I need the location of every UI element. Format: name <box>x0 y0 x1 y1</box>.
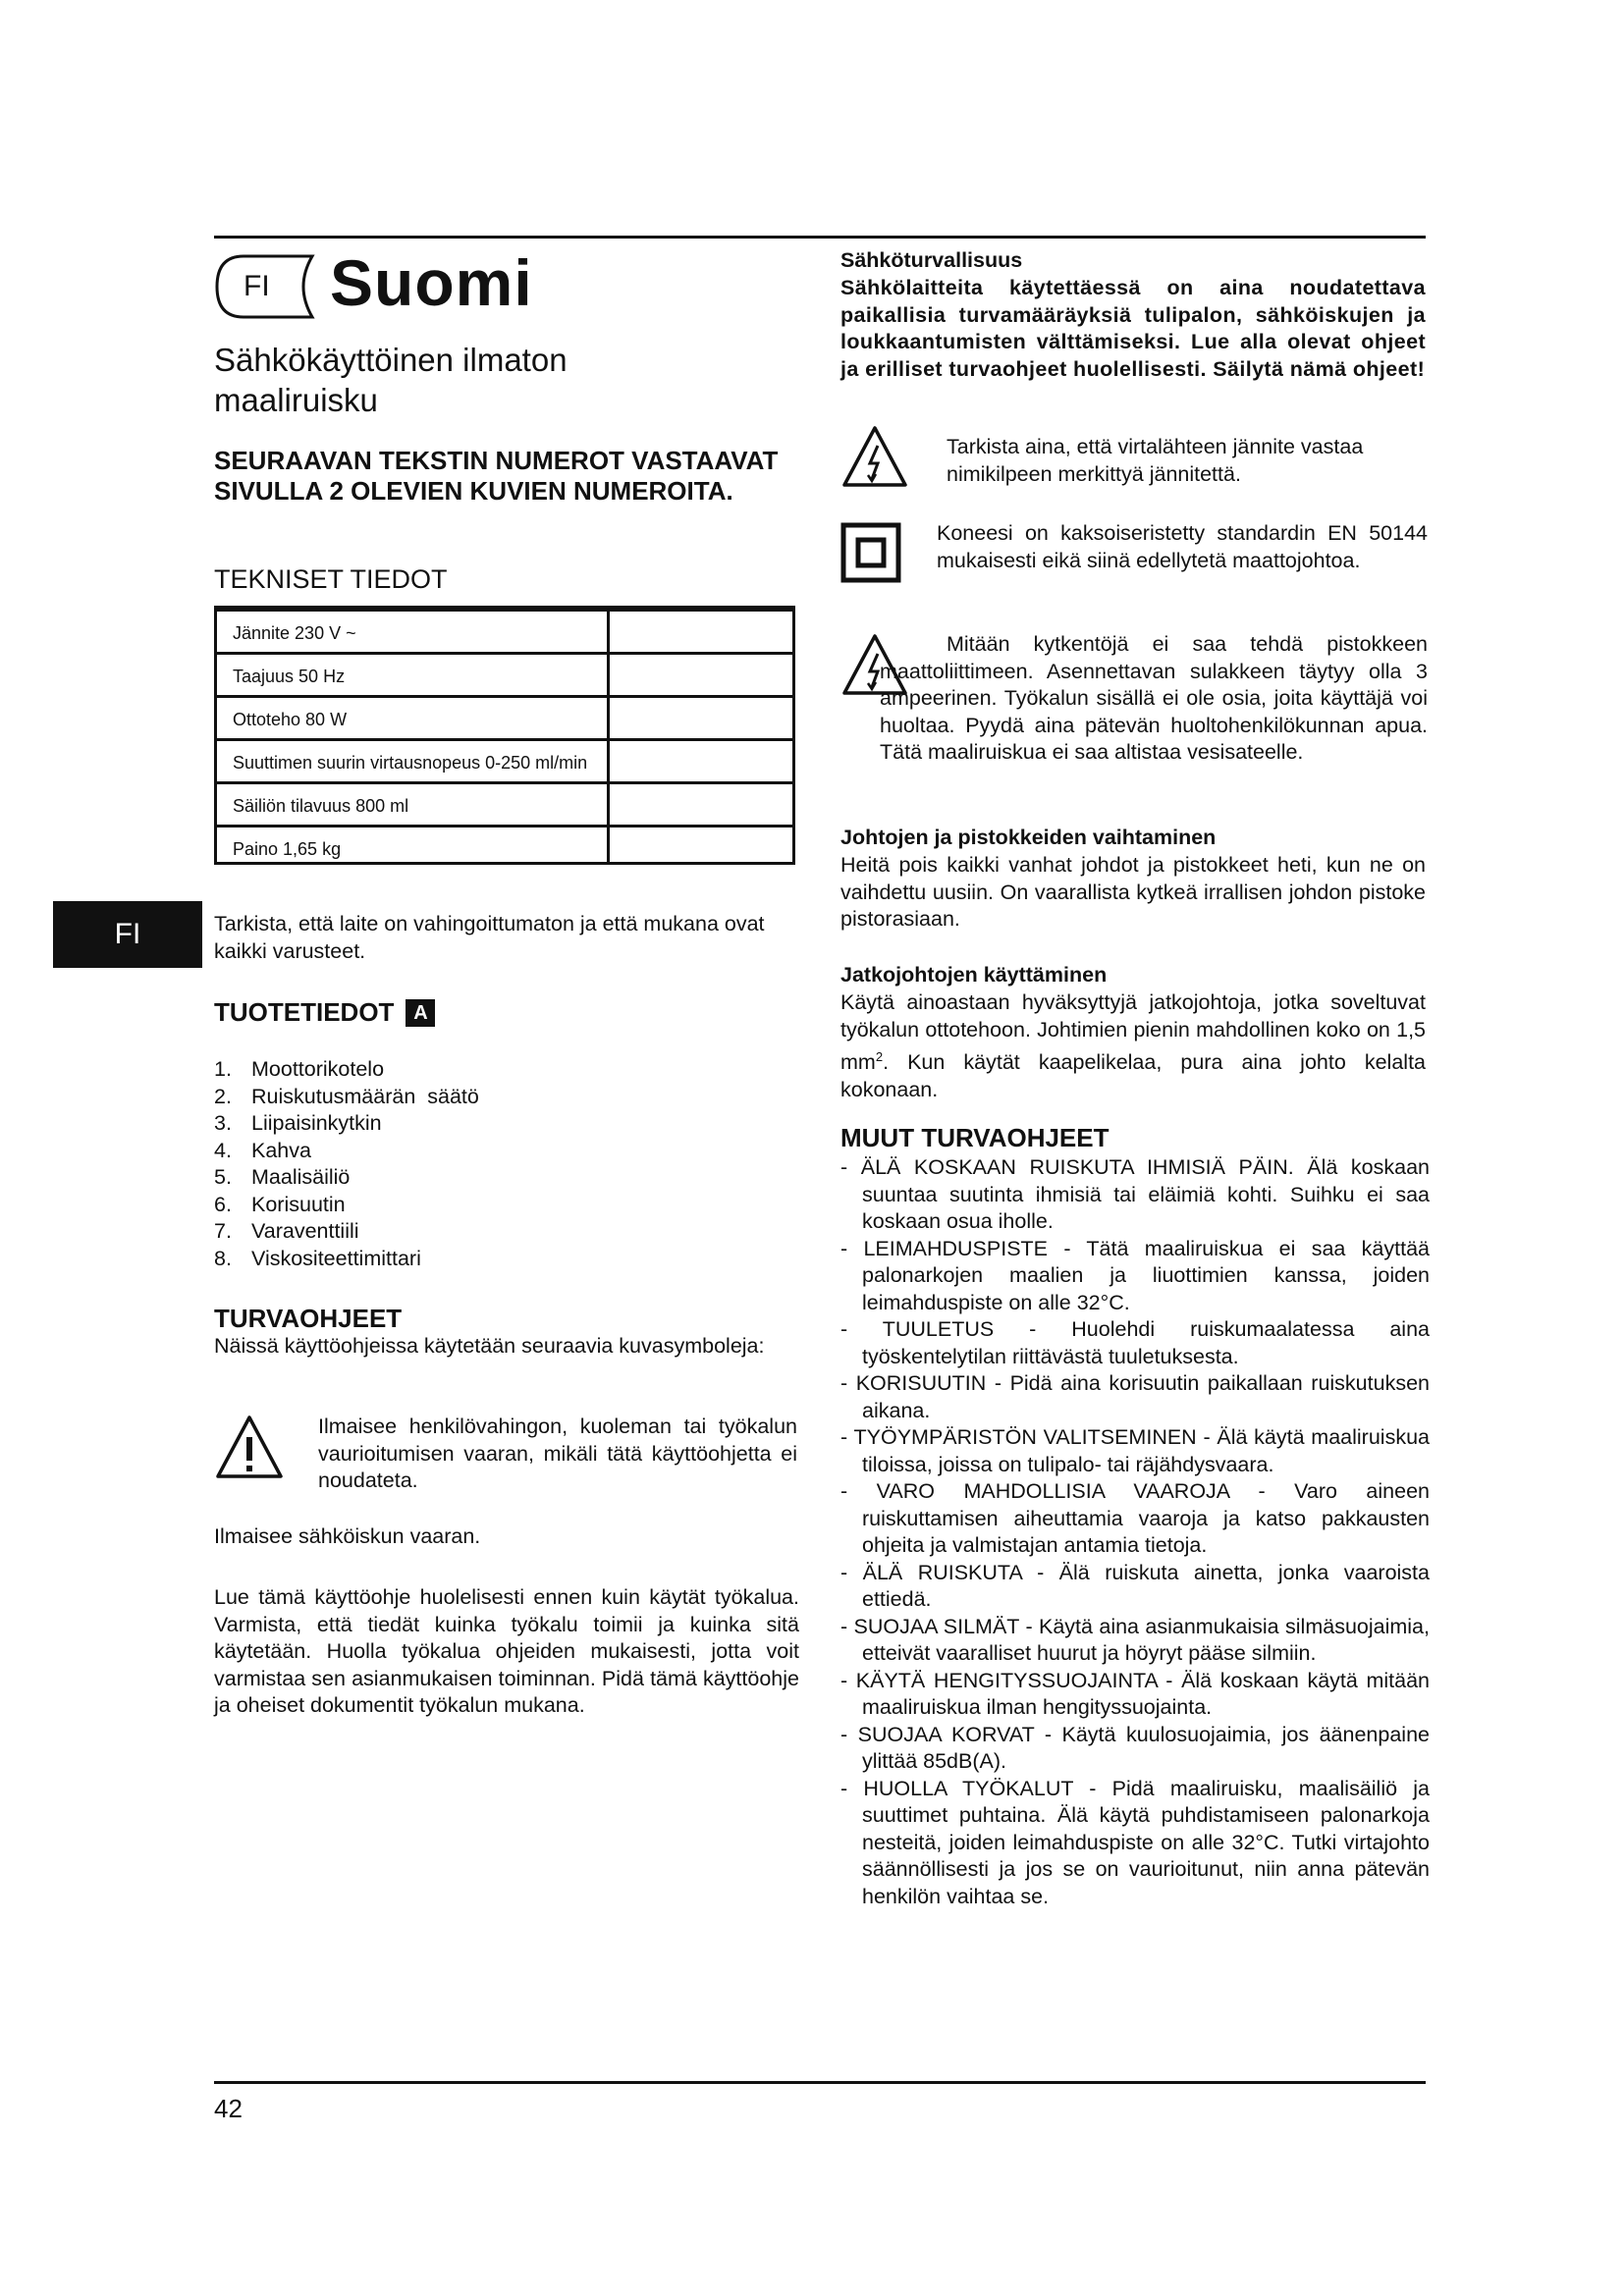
list-item: 2. Ruiskutusmäärän säätö <box>214 1084 479 1108</box>
spec-frequency: Taajuus 50 Hz <box>233 667 346 686</box>
table-row <box>217 825 792 868</box>
extension-text-end: . Kun käytät kaapelikelaa, pura aina johto kelalta kokonaan. <box>840 1050 1426 1101</box>
list-item: 3. Liipaisinkytkin <box>214 1111 382 1135</box>
safety-intro: Näissä käyttöohjeissa käytetään seuraavia kuvasymboleja: <box>214 1334 765 1358</box>
electrical-heading: Sähköturvallisuus <box>840 248 1023 272</box>
other-safety-heading: MUUT TURVAOHJEET <box>840 1123 1110 1152</box>
spec-power: Ottoteho 80 W <box>233 710 348 729</box>
safety-heading: TURVAOHJEET <box>214 1304 403 1333</box>
numbers-note: SEURAAVAN TEKSTIN NUMEROT VASTAAVAT SIVULLA 2 OLEVIEN KUVIEN NUMEROITA. <box>214 446 779 506</box>
product-parts-list <box>214 1056 479 1272</box>
page-number: 42 <box>214 2094 243 2123</box>
warning-icon <box>214 1414 285 1480</box>
extension-text <box>840 989 1426 1103</box>
list-item: - TYÖYMPÄRISTÖN VALITSEMINEN - Älä käytä maaliruiskua tiloissa, joissa on tulipalo- tai räjähdysvaara. <box>840 1425 1430 1476</box>
check-note: Tarkista, että laite on vahingoittumaton ja että mukana ovat kaikki varusteet. <box>214 912 765 963</box>
language-side-tab: FI <box>53 901 202 968</box>
list-item: 5. Maalisäiliö <box>214 1165 351 1189</box>
list-item: 1. Moottorikotelo <box>214 1057 385 1081</box>
table-row <box>217 609 792 652</box>
list-item: - SUOJAA SILMÄT - Käytä aina asianmukaisia silmäsuojaimia, etteivät vaaralliset huurut ja höyryt pääse silmiin. <box>840 1614 1430 1665</box>
list-item: - KÄYTÄ HENGITYSSUOJAINTA - Älä koskaan käytä mitään maaliruiskua ilman hengityssuojainta. <box>840 1668 1430 1719</box>
specs-table <box>214 606 795 865</box>
product-info-heading <box>214 997 435 1028</box>
spec-flow-rate: Suuttimen suurin virtausnopeus 0-250 ml/min <box>233 753 588 773</box>
spec-weight: Paino 1,65 kg <box>233 839 342 859</box>
table-row <box>217 695 792 738</box>
list-item: - TUULETUS - Huolehdi ruiskumaalatessa aina työskentelytilan riittävästä tuuletuksesta. <box>840 1317 1430 1368</box>
list-item: - HUOLLA TYÖKALUT - Pidä maaliruisku, maalisäiliö ja suuttimet puhtaina. Älä käytä puhdistamiseen palonarkoja nesteitä, joiden leimahduspiste on alle 32°C. Tutki virtajohto säännöllisesti ja jos se on vaurioitunut, niin anna pätevän henkilön vaihtaa se. <box>840 1776 1430 1908</box>
electrical-intro: Sähkölaitteita käytettäessä on aina noudatettava paikallisia turvamääräyksiä tulipalon, sähköiskujen ja loukkaantumisten välttämiseksi. Lue alla olevat ohjeet ja erilliset turvaohjeet huolellisesti. Säilytä nämä ohjeet! <box>840 276 1426 381</box>
list-item: 8. Viskositeettimittari <box>214 1246 421 1270</box>
figure-a-label: A <box>406 999 435 1027</box>
electric-shock-icon <box>840 424 909 489</box>
list-item: 7. Varaventtiili <box>214 1219 359 1243</box>
list-item: - SUOJAA KORVAT - Käytä kuulosuojaimia, jos äänenpaine ylittää 85dB(A). <box>840 1722 1430 1773</box>
list-item: - LEIMAHDUSPISTE - Tätä maaliruiskua ei saa käyttää palonarkojen maalien ja liuottimien kanssa, joiden leimahduspiste on alle 32°C. <box>840 1236 1430 1314</box>
extension-heading: Jatkojohtojen käyttäminen <box>840 963 1108 987</box>
specs-heading: TEKNISET TIEDOT <box>214 564 448 594</box>
double-insulation-icon <box>840 522 901 583</box>
cables-heading: Johtojen ja pistokkeiden vaihtaminen <box>840 826 1217 849</box>
table-row <box>217 781 792 825</box>
table-row <box>217 738 792 781</box>
extension-text-main: Käytä ainoastaan hyväksyttyjä jatkojohtoja, jotka soveltuvat työkalun ottotehoon. Johtimien pienin mahdollinen koko on 1,5 mm <box>840 990 1426 1075</box>
language-badge <box>214 253 318 320</box>
other-safety-list <box>840 1154 1430 1910</box>
list-item: - ÄLÄ RUISKUTA - Älä ruiskuta ainetta, jonka vaaroista ettiedä. <box>840 1560 1430 1611</box>
list-item: 4. Kahva <box>214 1138 311 1162</box>
product-info-title: TUOTETIEDOT <box>214 997 395 1027</box>
shock-text: Ilmaisee sähköiskun vaaran. <box>214 1524 481 1548</box>
list-item: 6. Korisuutin <box>214 1192 346 1216</box>
product-title: Sähkökäyttöinen ilmaton maaliruisku <box>214 342 568 418</box>
cables-text: Heitä pois kaikki vanhat johdot ja pistokkeet heti, kun ne on vaihdettu uusiin. On vaarallista kytkeä irrallisen johdon pistoke pistorasiaan. <box>840 853 1426 931</box>
language-title: Suomi <box>330 246 533 319</box>
list-item: - VARO MAHDOLLISIA VAAROJA - Varo aineen ruiskuttamisen aiheuttamia vaaroja ja katso pakkausten ohjeita ja valmistajan antamia tietoja. <box>840 1479 1430 1557</box>
bottom-rule <box>214 2081 1426 2084</box>
extension-superscript: 2 <box>875 1049 884 1064</box>
read-manual-text: Lue tämä käyttöohje huolelisesti ennen kuin käytät työkalua. Varmista, että tiedät kuinka työkalu toimii ja kuinka sitä käytetään. Huolla työkalua ohjeiden mukaisesti, jotta voit varmistaa sen asianmukaisen toiminnan. Pidä tämä käyttöohje ja oheiset dokumentit työkalun mukana. <box>214 1585 799 1717</box>
voltage-note: Tarkista aina, että virtalähteen jännite vastaa nimikilpeen merkittyä jännitettä. <box>947 435 1364 486</box>
top-rule <box>214 236 1426 239</box>
plug-note: Mitään kytkentöjä ei saa tehdä pistokkeen maattoliittimeen. Asennettavan sulakkeen täytyy olla 3 ampeerinen. Työkalun sisällä ei ole osia, joita käyttäjä voi huoltaa. Pyydä aina pätevän huoltohenkilökunnan apua. Tätä maaliruiskua ei saa altistaa vesisateelle. <box>880 632 1428 764</box>
warning-text: Ilmaisee henkilövahingon, kuoleman tai työkalun vaurioitumisen vaaran, mikäli tätä käyttöohjetta ei noudateta. <box>318 1415 797 1492</box>
badge-label: FI <box>244 270 270 302</box>
list-item: - KORISUUTIN - Pidä aina korisuutin paikallaan ruiskutuksen aikana. <box>840 1371 1430 1422</box>
spec-voltage: Jännite 230 V ~ <box>233 623 356 643</box>
table-row <box>217 652 792 695</box>
double-insulated-text: Koneesi on kaksoiseristetty standardin EN 50144 mukaisesti eikä siinä edellytetä maattojohtoa. <box>937 521 1428 572</box>
list-item: - ÄLÄ KOSKAAN RUISKUTA IHMISIÄ PÄIN. Älä koskaan suuntaa suutinta ihmisiä tai eläimiä kohti. Suihku ei saa koskaan osua iholle. <box>840 1155 1430 1233</box>
spec-tank-volume: Säiliön tilavuus 800 ml <box>233 796 409 816</box>
